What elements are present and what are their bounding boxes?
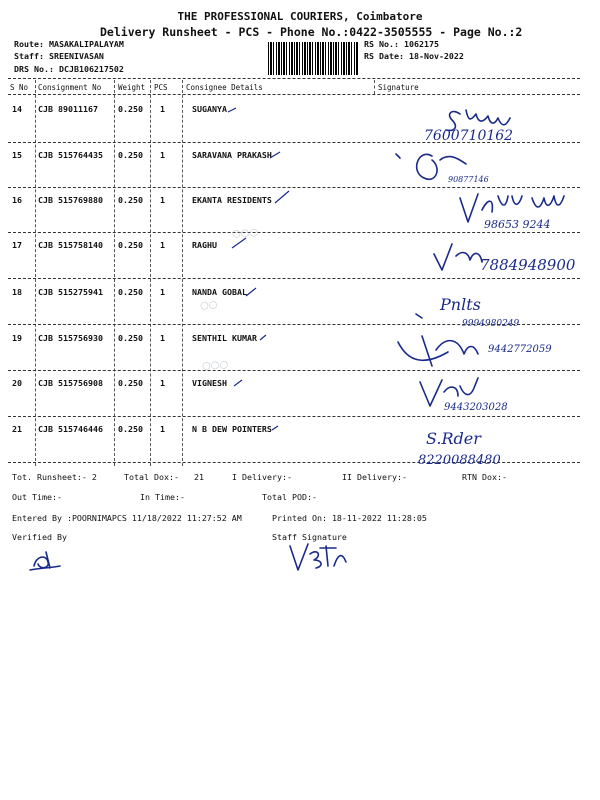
- row-consignment: CJB 515275941: [38, 287, 103, 297]
- row-pcs: 1: [160, 150, 165, 160]
- row-pcs: 1: [160, 287, 165, 297]
- row-pcs: 1: [160, 104, 165, 114]
- signature-row-19: [392, 330, 592, 374]
- row-consignment: CJB 515756908: [38, 378, 103, 388]
- row-consignment: CJB 515769880: [38, 195, 103, 205]
- row-weight: 0.250: [118, 195, 143, 205]
- row-sno: 15: [12, 150, 22, 160]
- col-weight: Weight: [118, 83, 146, 92]
- rs-date-label: RS Date:: [364, 51, 404, 61]
- rs-no-value: 1062175: [403, 39, 439, 49]
- signature-row-20: [416, 374, 576, 420]
- signature-phone: 9994980249: [462, 319, 520, 329]
- drs-label: DRS No.:: [14, 64, 54, 74]
- row-sno: 20: [12, 378, 22, 388]
- in-time: In Time:-: [140, 492, 185, 502]
- runsheet-title: Delivery Runsheet - PCS - Phone No.:0422-3505555 - Page No.:2: [100, 25, 523, 39]
- row-weight: 0.250: [118, 287, 143, 297]
- route-value: MASAKALIPALAYAM: [48, 39, 124, 49]
- row-weight: 0.250: [118, 240, 143, 250]
- staff-value: SREENIVASAN: [48, 51, 104, 61]
- i-delivery: I Delivery:-: [232, 472, 292, 482]
- signature-row-16: [450, 184, 600, 232]
- row-consignee: NANDA GOBAL: [192, 287, 247, 297]
- signature-phone: 7884948900: [480, 256, 576, 274]
- out-time: Out Time:-: [12, 492, 62, 502]
- col-signature: Signature: [378, 83, 419, 92]
- row-consignee: SUGANYA: [192, 104, 227, 114]
- row-pcs: 1: [160, 333, 165, 343]
- signature-phone: 90877146: [448, 175, 489, 184]
- total-dox: [124, 472, 204, 482]
- drs-value: DCJB106217502: [58, 64, 124, 74]
- row-weight: 0.250: [118, 150, 143, 160]
- row-consignee: RAGHU: [192, 240, 217, 250]
- verified-by: Verified By: [12, 532, 67, 542]
- verified-signature: [26, 546, 66, 576]
- signature-phone: 9442772059: [488, 344, 552, 355]
- signature-phone: 7600710162: [424, 128, 514, 144]
- signature-phone: 8220088480: [418, 453, 501, 468]
- signature-row-18: [410, 286, 580, 336]
- row-weight: 0.250: [118, 333, 143, 343]
- signature-phone: 9443203028: [444, 402, 508, 413]
- total-dox-label: Total Dox:-: [124, 472, 179, 482]
- company-title: THE PROFESSIONAL COURIERS, Coimbatore: [177, 10, 423, 23]
- total-dox-value: 21: [193, 472, 204, 482]
- row-pcs: 1: [160, 424, 165, 434]
- row-consignment: CJB 515764435: [38, 150, 103, 160]
- row-weight: 0.250: [118, 424, 143, 434]
- tot-runsheet: Tot. Runsheet:- 2: [12, 472, 97, 482]
- row-sno: 17: [12, 240, 22, 250]
- col-pcs: PCS: [154, 83, 168, 92]
- rtn-dox: RTN Dox:-: [462, 472, 507, 482]
- row-consignment: CJB 515758140: [38, 240, 103, 250]
- row-consignee: N B DEW POINTERS: [192, 424, 272, 434]
- row-pcs: 1: [160, 195, 165, 205]
- row-consignee: SENTHIL KUMAR: [192, 333, 257, 343]
- ii-delivery: II Delivery:-: [342, 472, 407, 482]
- signature-phone: 98653 9244: [484, 218, 551, 231]
- row-pcs: 1: [160, 378, 165, 388]
- row-sno: 14: [12, 104, 22, 114]
- row-weight: 0.250: [118, 378, 143, 388]
- staff-signature-label: Staff Signature: [272, 532, 347, 542]
- row-sno: 19: [12, 333, 22, 343]
- row-weight: 0.250: [118, 104, 143, 114]
- signature-row-17: [430, 236, 590, 282]
- entered-by: Entered By :POORNIMAPCS 11/18/2022 11:27:52 AM: [12, 513, 242, 523]
- route-label: Route:: [14, 39, 44, 49]
- signature-row-21: [410, 420, 580, 468]
- row-consignment: CJB 515756930: [38, 333, 103, 343]
- row-sno: 16: [12, 195, 22, 205]
- signature-row-14: [400, 96, 580, 146]
- rs-date-value: 18-Nov-2022: [408, 51, 464, 61]
- row-consignee: SARAVANA PRAKASH: [192, 150, 272, 160]
- col-sno: S No: [10, 83, 29, 92]
- staff-label: Staff:: [14, 51, 44, 61]
- signature-text: S.Rder: [426, 429, 481, 448]
- total-pod: Total POD:-: [262, 492, 317, 502]
- rs-no-label: RS No.:: [364, 39, 399, 49]
- row-sno: 18: [12, 287, 22, 297]
- row-pcs: 1: [160, 240, 165, 250]
- row-consignment: CJB 89011167: [38, 104, 98, 114]
- col-consignment: Consignment No: [38, 83, 102, 92]
- signature-text: Pnlts: [440, 295, 481, 314]
- row-consignee: VIGNESH: [192, 378, 227, 388]
- printed-on: Printed On: 18-11-2022 11:28:05: [272, 513, 427, 523]
- row-consignment: CJB 515746446: [38, 424, 103, 434]
- row-consignee: EKANTA RESIDENTS: [192, 195, 272, 205]
- staff-signature: [286, 540, 356, 576]
- col-consignee: Consignee Details: [186, 83, 263, 92]
- row-sno: 21: [12, 424, 22, 434]
